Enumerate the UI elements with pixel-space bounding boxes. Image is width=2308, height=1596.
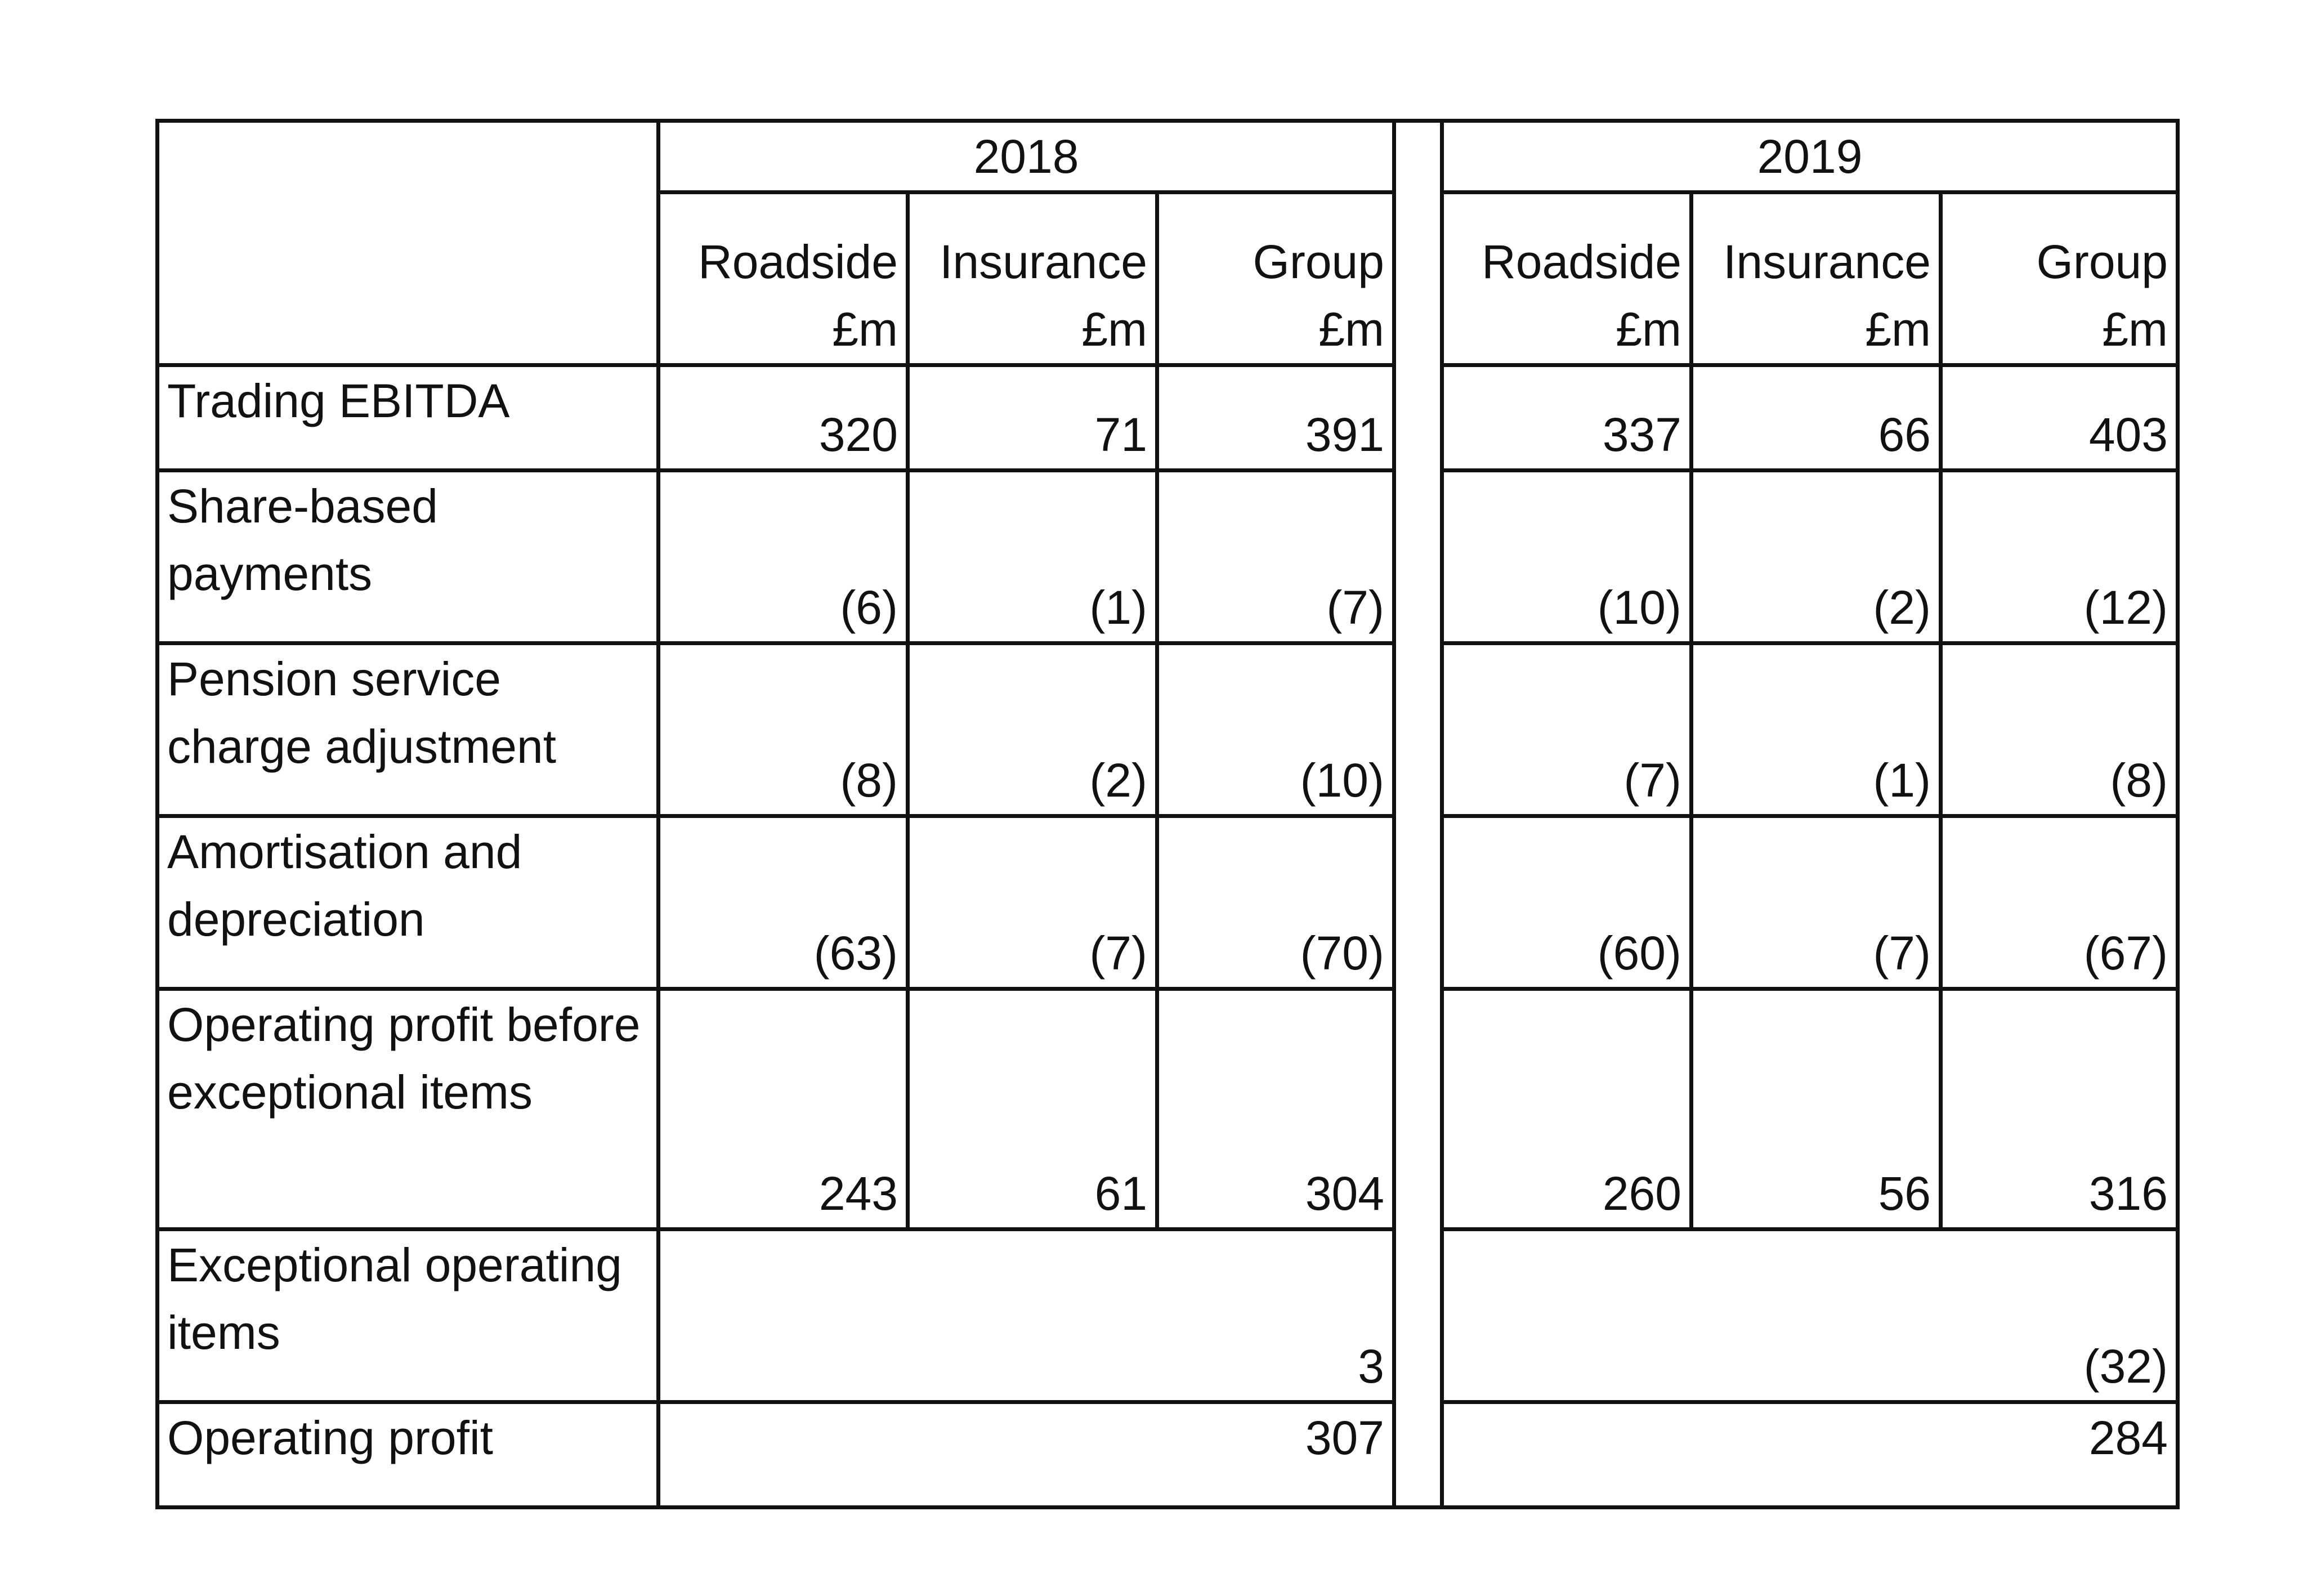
segment-label: Insurance [940,235,1147,288]
unit-label: £m [1865,303,1931,356]
year-2019-header: 2019 [1442,121,2178,193]
segment-label: Group [2036,235,2168,288]
year-header-row [158,121,2178,193]
unit-label: £m [2102,303,2168,356]
value-cell: (63) [659,816,908,989]
value-cell: (6) [659,471,908,643]
value-cell: (70) [1157,816,1394,989]
group-value-2018: 3 [659,1230,1394,1402]
row-label: Operating profit [158,1402,659,1508]
value-cell: (7) [1692,816,1941,989]
group-value-2019: 284 [1442,1402,2178,1508]
col-header-2019-group [1941,193,2178,365]
group-value-2018: 307 [659,1402,1394,1508]
table-row-trading-ebitda [158,365,2178,471]
table-row-share-based-payments [158,471,2178,643]
value-cell: (2) [908,643,1157,816]
value-cell: (1) [1692,643,1941,816]
value-cell: (8) [659,643,908,816]
table-row-operating-profit [158,1402,2178,1508]
col-header-2018-group [1157,193,1394,365]
value-cell: 260 [1442,989,1692,1230]
value-cell: 316 [1941,989,2178,1230]
value-cell: (7) [1157,471,1394,643]
value-cell: 320 [659,365,908,471]
operating-profit-table [155,119,2180,1509]
segment-label: Roadside [698,235,898,288]
segment-label: Insurance [1723,235,1931,288]
row-label: Amortisation and depreciation [158,816,659,989]
value-cell: (2) [1692,471,1941,643]
value-cell: (60) [1442,816,1692,989]
value-cell: (10) [1442,471,1692,643]
value-cell: 71 [908,365,1157,471]
segment-label: Group [1253,235,1384,288]
value-cell: (7) [908,816,1157,989]
table-row-operating-profit-before-exceptional [158,989,2178,1230]
row-label: Trading EBITDA [158,365,659,471]
col-header-2018-roadside [659,193,908,365]
unit-label: £m [1616,303,1681,356]
table-row-pension-service-charge [158,643,2178,816]
value-cell: 304 [1157,989,1394,1230]
unit-label: £m [832,303,898,356]
row-label: Pension service charge adjustment [158,643,659,816]
segment-label: Roadside [1482,235,1681,288]
col-header-2019-insurance [1692,193,1941,365]
value-cell: 243 [659,989,908,1230]
year-2018-header: 2018 [659,121,1394,193]
value-cell: (12) [1941,471,2178,643]
group-value-2019: (32) [1442,1230,2178,1402]
row-label: Share-based payments [158,471,659,643]
value-cell: 391 [1157,365,1394,471]
value-cell: (8) [1941,643,2178,816]
unit-label: £m [1081,303,1147,356]
unit-label: £m [1318,303,1384,356]
year-separator [1394,121,1442,1508]
value-cell: 403 [1941,365,2178,471]
value-cell: (7) [1442,643,1692,816]
corner-cell [158,121,659,365]
row-label: Operating profit before exceptional items [158,989,659,1230]
value-cell: 61 [908,989,1157,1230]
value-cell: (67) [1941,816,2178,989]
value-cell: (10) [1157,643,1394,816]
value-cell: 337 [1442,365,1692,471]
table-row-amortisation-depreciation [158,816,2178,989]
value-cell: 56 [1692,989,1941,1230]
col-header-2019-roadside [1442,193,1692,365]
value-cell: (1) [908,471,1157,643]
value-cell: 66 [1692,365,1941,471]
col-header-2018-insurance [908,193,1157,365]
row-label: Exceptional operating items [158,1230,659,1402]
table-row-exceptional-operating-items [158,1230,2178,1402]
